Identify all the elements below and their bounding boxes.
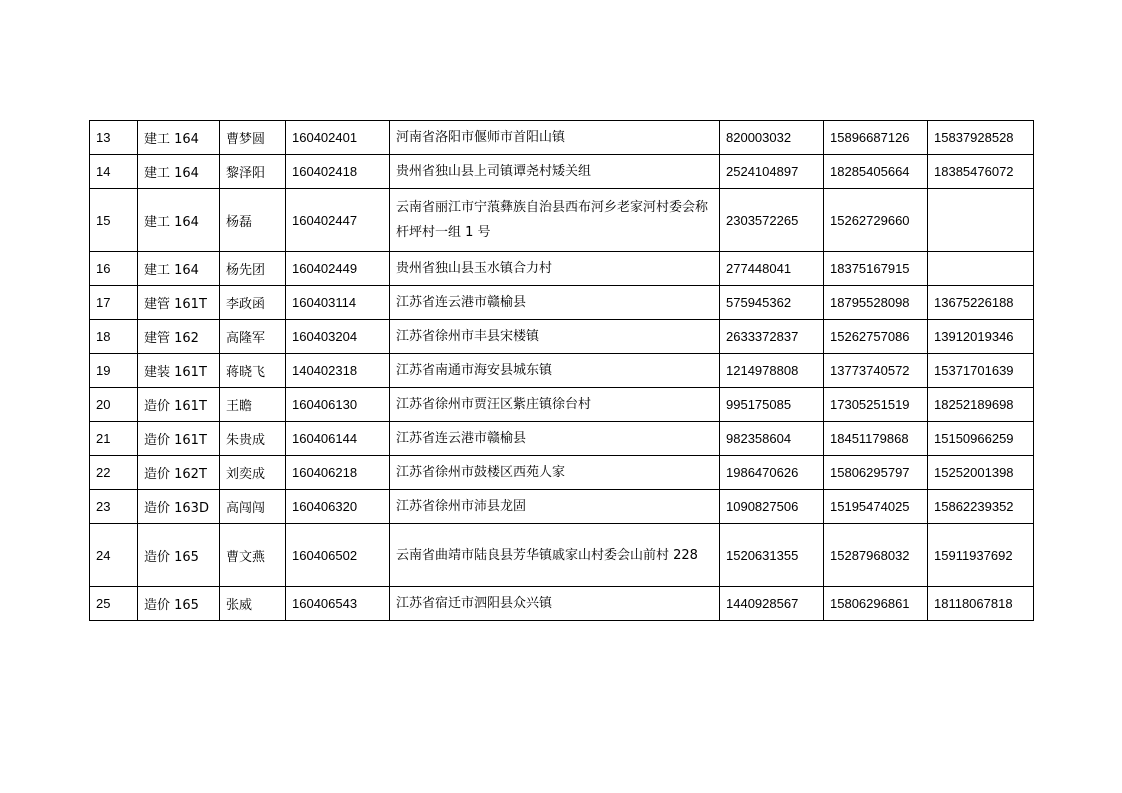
table-row (90, 155, 1034, 189)
table-row (90, 456, 1034, 490)
address-cell: 河南省洛阳市偃师市首阳山镇 (390, 121, 720, 155)
name-cell: 张威 (220, 587, 286, 621)
qq-cell: 2633372837 (720, 320, 824, 354)
name-cell: 曹梦圆 (220, 121, 286, 155)
row-number: 18 (90, 320, 138, 354)
class-cell: 造价 162T (138, 456, 220, 490)
phone1-cell: 13773740572 (824, 354, 928, 388)
phone1-cell: 15896687126 (824, 121, 928, 155)
row-number: 22 (90, 456, 138, 490)
table-row (90, 587, 1034, 621)
name-cell: 刘奕成 (220, 456, 286, 490)
name-cell: 王瞻 (220, 388, 286, 422)
phone2-cell: 18385476072 (928, 155, 1034, 189)
class-cell: 造价 161T (138, 388, 220, 422)
qq-cell: 995175085 (720, 388, 824, 422)
phone2-cell (928, 252, 1034, 286)
table-row (90, 121, 1034, 155)
phone1-cell: 18795528098 (824, 286, 928, 320)
row-number: 24 (90, 524, 138, 587)
table-row (90, 354, 1034, 388)
class-cell: 建工 164 (138, 252, 220, 286)
row-number: 16 (90, 252, 138, 286)
student-roster-table (89, 120, 1034, 621)
phone1-cell: 15287968032 (824, 524, 928, 587)
name-cell: 黎泽阳 (220, 155, 286, 189)
phone2-cell: 15911937692 (928, 524, 1034, 587)
address-cell: 江苏省南通市海安县城东镇 (390, 354, 720, 388)
phone1-cell: 15262729660 (824, 189, 928, 252)
qq-cell: 1440928567 (720, 587, 824, 621)
student-id-cell: 160402418 (286, 155, 390, 189)
qq-cell: 820003032 (720, 121, 824, 155)
student-id-cell: 160406144 (286, 422, 390, 456)
student-id-cell: 160402401 (286, 121, 390, 155)
student-id-cell: 140402318 (286, 354, 390, 388)
qq-cell: 2524104897 (720, 155, 824, 189)
student-id-cell: 160402449 (286, 252, 390, 286)
name-cell: 曹文燕 (220, 524, 286, 587)
row-number: 20 (90, 388, 138, 422)
address-cell: 江苏省连云港市赣榆县 (390, 286, 720, 320)
name-cell: 高闯闯 (220, 490, 286, 524)
student-id-cell: 160406130 (286, 388, 390, 422)
class-cell: 建工 164 (138, 155, 220, 189)
name-cell: 杨先团 (220, 252, 286, 286)
phone2-cell: 13675226188 (928, 286, 1034, 320)
name-cell: 杨磊 (220, 189, 286, 252)
student-id-cell: 160403114 (286, 286, 390, 320)
student-id-cell: 160402447 (286, 189, 390, 252)
qq-cell: 2303572265 (720, 189, 824, 252)
phone2-cell: 18252189698 (928, 388, 1034, 422)
phone2-cell: 13912019346 (928, 320, 1034, 354)
table-row (90, 422, 1034, 456)
address-cell: 贵州省独山县玉水镇合力村 (390, 252, 720, 286)
phone2-cell: 15837928528 (928, 121, 1034, 155)
table-row (90, 524, 1034, 587)
address-cell: 江苏省宿迁市泗阳县众兴镇 (390, 587, 720, 621)
student-id-cell: 160406320 (286, 490, 390, 524)
row-number: 21 (90, 422, 138, 456)
phone1-cell: 18375167915 (824, 252, 928, 286)
phone1-cell: 18285405664 (824, 155, 928, 189)
phone1-cell: 18451179868 (824, 422, 928, 456)
address-cell: 江苏省徐州市沛县龙固 (390, 490, 720, 524)
class-cell: 造价 163D (138, 490, 220, 524)
student-id-cell: 160406218 (286, 456, 390, 490)
qq-cell: 1214978808 (720, 354, 824, 388)
phone1-cell: 15262757086 (824, 320, 928, 354)
phone2-cell: 15150966259 (928, 422, 1034, 456)
qq-cell: 1520631355 (720, 524, 824, 587)
qq-cell: 1986470626 (720, 456, 824, 490)
row-number: 23 (90, 490, 138, 524)
address-cell: 江苏省徐州市鼓楼区西苑人家 (390, 456, 720, 490)
row-number: 14 (90, 155, 138, 189)
phone2-cell: 15371701639 (928, 354, 1034, 388)
table-row (90, 189, 1034, 252)
table-row (90, 388, 1034, 422)
class-cell: 建装 161T (138, 354, 220, 388)
qq-cell: 277448041 (720, 252, 824, 286)
row-number: 17 (90, 286, 138, 320)
phone1-cell: 15195474025 (824, 490, 928, 524)
qq-cell: 1090827506 (720, 490, 824, 524)
address-cell: 江苏省徐州市丰县宋楼镇 (390, 320, 720, 354)
address-cell: 云南省曲靖市陆良县芳华镇戚家山村委会山前村 228 (390, 524, 720, 587)
qq-cell: 575945362 (720, 286, 824, 320)
student-id-cell: 160406543 (286, 587, 390, 621)
phone1-cell: 15806295797 (824, 456, 928, 490)
class-cell: 建工 164 (138, 189, 220, 252)
name-cell: 蒋晓飞 (220, 354, 286, 388)
table-row (90, 252, 1034, 286)
class-cell: 造价 165 (138, 524, 220, 587)
phone1-cell: 17305251519 (824, 388, 928, 422)
name-cell: 李政函 (220, 286, 286, 320)
table-row (90, 490, 1034, 524)
name-cell: 朱贵成 (220, 422, 286, 456)
student-id-cell: 160403204 (286, 320, 390, 354)
student-id-cell: 160406502 (286, 524, 390, 587)
class-cell: 建工 164 (138, 121, 220, 155)
class-cell: 建管 162 (138, 320, 220, 354)
row-number: 19 (90, 354, 138, 388)
class-cell: 建管 161T (138, 286, 220, 320)
phone1-cell: 15806296861 (824, 587, 928, 621)
phone2-cell: 18118067818 (928, 587, 1034, 621)
phone2-cell: 15252001398 (928, 456, 1034, 490)
table-row (90, 286, 1034, 320)
phone2-cell (928, 189, 1034, 252)
address-cell: 云南省丽江市宁蒗彝族自治县西布河乡老家河村委会称杆坪村一组 1 号 (390, 189, 720, 252)
class-cell: 造价 165 (138, 587, 220, 621)
address-cell: 江苏省徐州市贾汪区紫庄镇徐台村 (390, 388, 720, 422)
address-cell: 江苏省连云港市赣榆县 (390, 422, 720, 456)
row-number: 25 (90, 587, 138, 621)
class-cell: 造价 161T (138, 422, 220, 456)
phone2-cell: 15862239352 (928, 490, 1034, 524)
qq-cell: 982358604 (720, 422, 824, 456)
row-number: 15 (90, 189, 138, 252)
address-cell: 贵州省独山县上司镇谭尧村矮关组 (390, 155, 720, 189)
name-cell: 高隆军 (220, 320, 286, 354)
row-number: 13 (90, 121, 138, 155)
table-row (90, 320, 1034, 354)
